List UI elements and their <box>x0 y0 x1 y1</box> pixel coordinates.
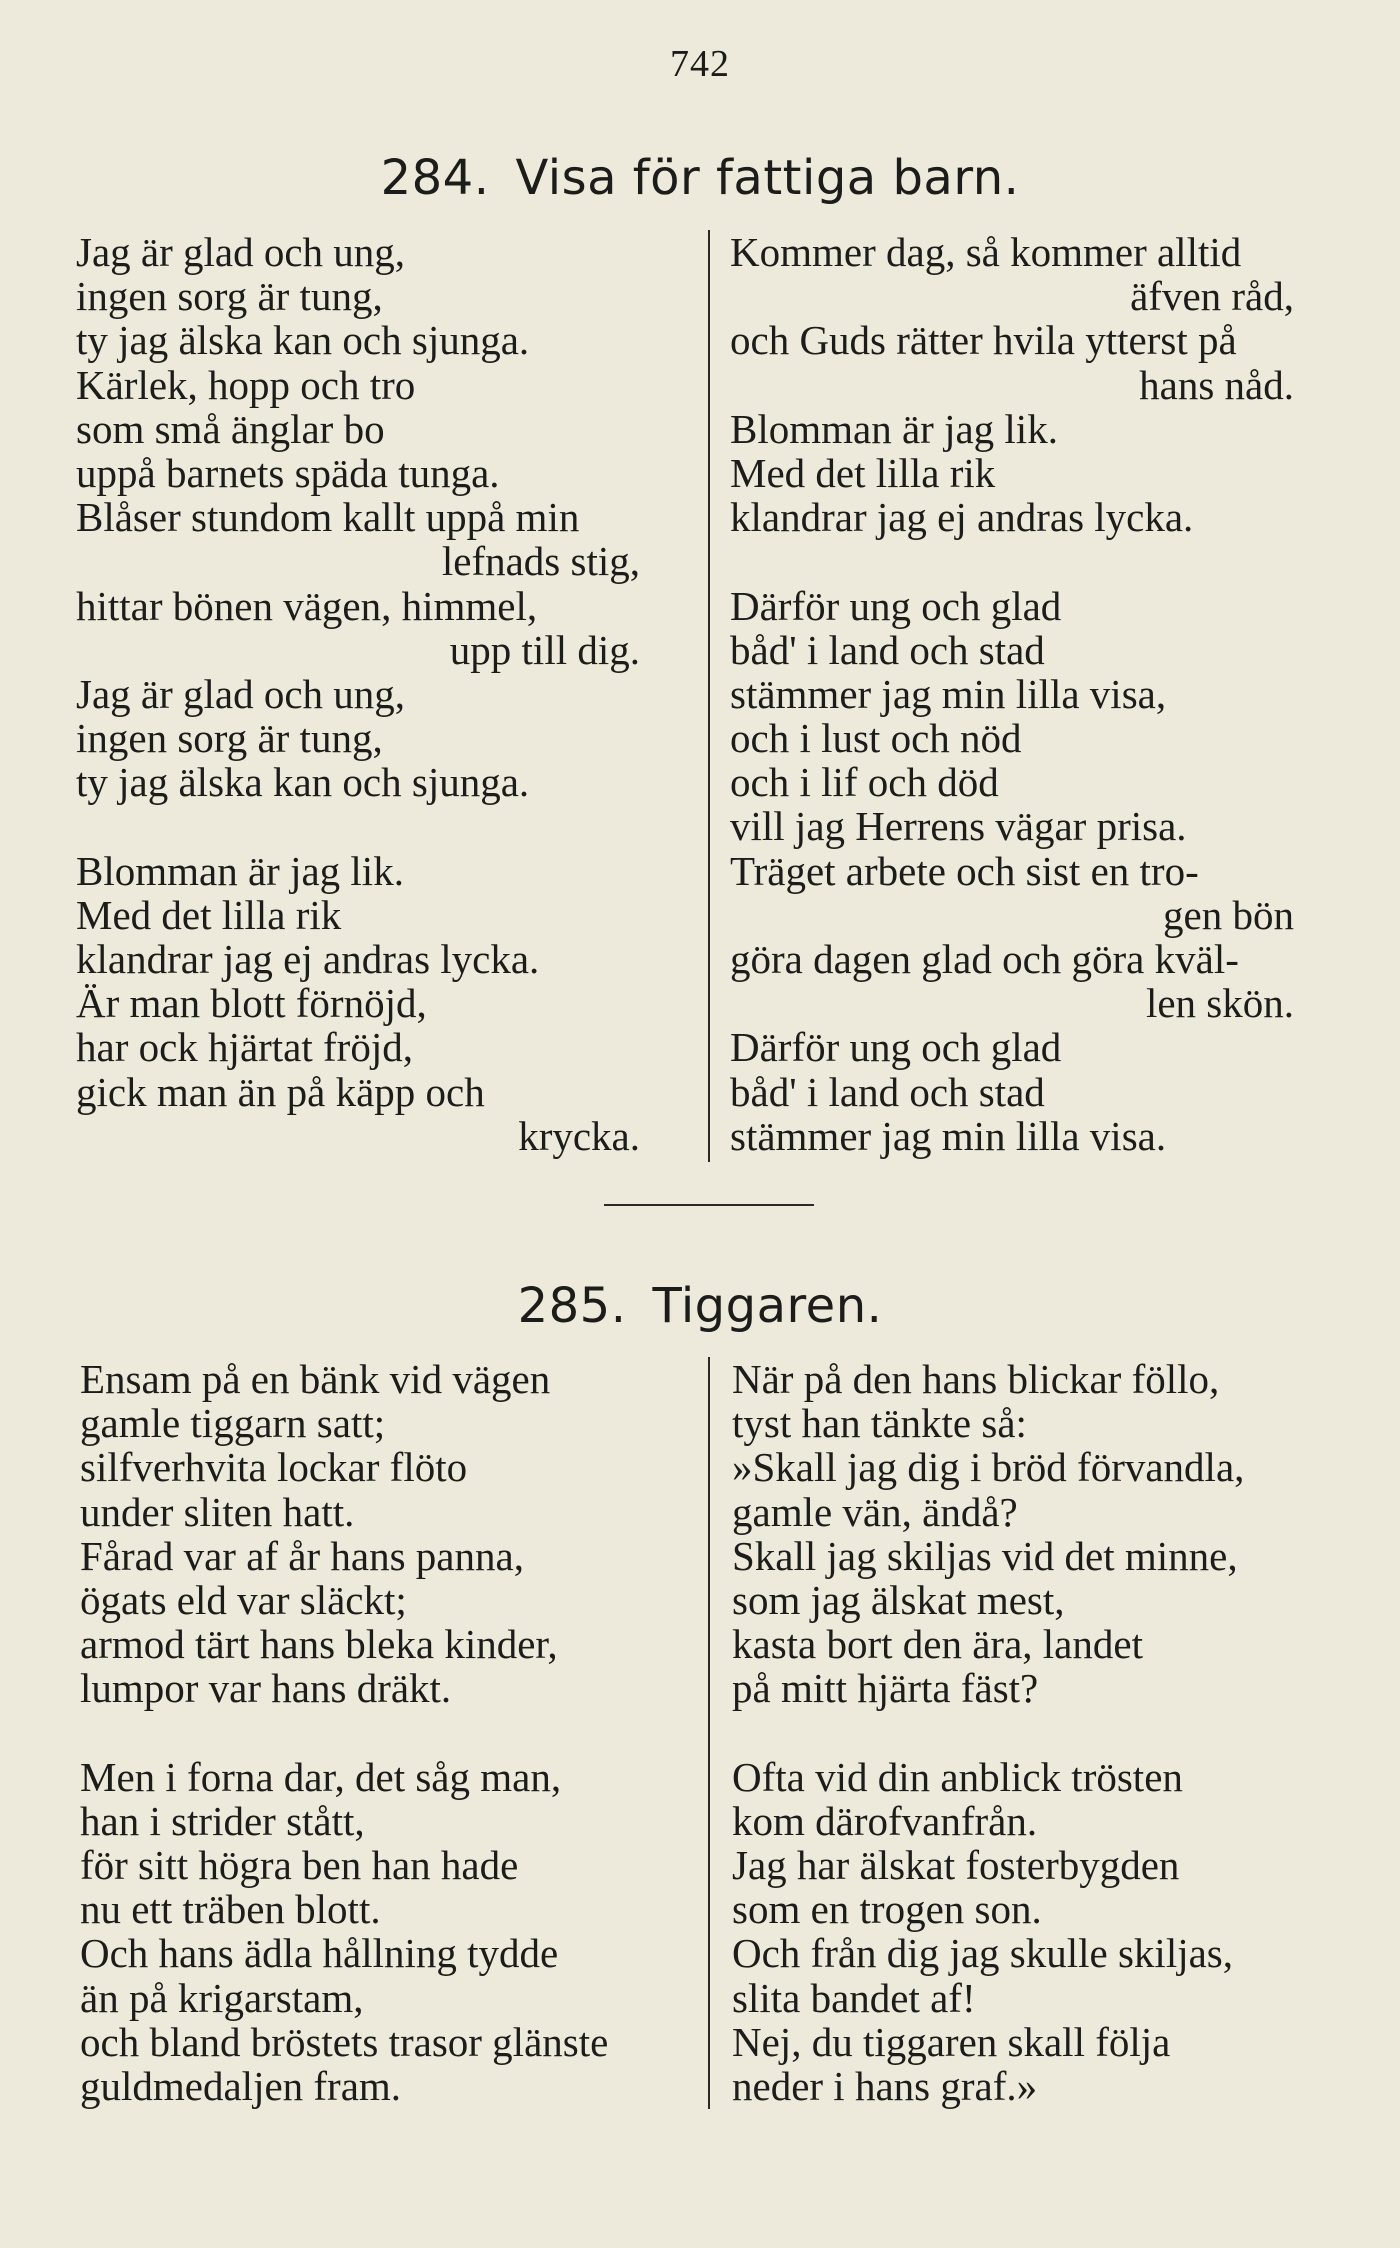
verse-line-continuation: äfven råd, <box>1130 273 1294 320</box>
verse-line: och bland bröstets trasor glänste <box>80 2018 609 2065</box>
song-title-285 <box>0 1278 1400 1334</box>
verse-line-continuation: hans nåd. <box>1139 361 1294 408</box>
song-title-284 <box>0 150 1400 206</box>
column-divider <box>708 230 710 1162</box>
verse-line: kom därofvanfrån. <box>732 1797 1038 1844</box>
verse-line: Ensam på en bänk vid vägen <box>80 1356 551 1402</box>
verse-line: armod tärt hans bleka kinder, <box>80 1621 558 1668</box>
verse-line: kasta bort den ära, landet <box>732 1621 1143 1668</box>
verse-line: När på den hans blickar föllo, <box>732 1356 1220 1402</box>
stanza-break <box>80 1711 696 1755</box>
verse-line: båd' i land och stad <box>730 1068 1045 1115</box>
verse-line-continuation: len skön. <box>1145 980 1294 1027</box>
verse-line: Träget arbete och sist en tro- <box>730 847 1199 894</box>
verse-line: och i lif och död <box>730 759 999 806</box>
verse-line: Fårad var af år hans panna, <box>80 1532 524 1579</box>
verse-line: har ock hjärtat fröjd, <box>76 1024 413 1071</box>
verse-line: Nej, du tiggaren skall följa <box>732 2018 1171 2065</box>
verse-line: slita bandet af! <box>732 1974 976 2021</box>
verse-line: för sitt högra ben han hade <box>80 1842 519 1889</box>
verse-line-continuation: gen bön <box>1163 891 1294 938</box>
verse-line: klandrar jag ej andras lycka. <box>730 494 1194 541</box>
song-285-left-column <box>80 1357 696 2108</box>
verse-line: Med det lilla rik <box>76 891 342 938</box>
verse-line: han i strider stått, <box>80 1797 365 1844</box>
verse-line: Därför ung och glad <box>730 582 1062 629</box>
song-number: 284. <box>380 150 490 206</box>
verse-line-continuation: upp till dig. <box>449 626 640 673</box>
song-285-right-column <box>732 1357 1348 2108</box>
verse-line: gamle tiggarn satt; <box>80 1400 386 1447</box>
verse-line: Jag är glad och ung, <box>76 670 406 717</box>
verse-line: ingen sorg är tung, <box>76 273 383 320</box>
verse-line: som små änglar bo <box>76 405 385 452</box>
verse-line: Jag är glad och ung, <box>76 229 406 275</box>
verse-line: Blomman är jag lik. <box>730 405 1058 452</box>
verse-line: gick man än på käpp och <box>76 1068 485 1115</box>
verse-line: under sliten hatt. <box>80 1488 355 1535</box>
verse-line: nu ett träben blott. <box>80 1886 381 1933</box>
verse-line: hittar bönen vägen, himmel, <box>76 582 538 629</box>
verse-line: Kommer dag, så kommer alltid <box>730 229 1242 275</box>
verse-line: Ofta vid din anblick trösten <box>732 1753 1183 1800</box>
song-number: 285. <box>517 1278 627 1334</box>
stanza-break <box>730 539 1346 583</box>
verse-line: ty jag älska kan och sjunga. <box>76 317 530 364</box>
verse-line: vill jag Herrens vägar prisa. <box>730 803 1187 850</box>
song-title-text: Tiggaren. <box>652 1278 883 1334</box>
verse-line: Blåser stundom kallt uppå min <box>76 494 580 541</box>
verse-line: stämmer jag min lilla visa. <box>730 1112 1167 1159</box>
verse-line: tyst han tänkte så: <box>732 1400 1027 1447</box>
verse-line: Men i forna dar, det såg man, <box>80 1753 562 1800</box>
page-number: 742 <box>670 43 730 85</box>
verse-line: klandrar jag ej andras lycka. <box>76 936 540 982</box>
verse-line: ingen sorg är tung, <box>76 715 383 762</box>
verse-line: Blomman är jag lik. <box>76 847 404 894</box>
verse-line: än på krigarstam, <box>80 1974 364 2021</box>
column-divider <box>708 1357 710 2109</box>
verse-line: lumpor var hans dräkt. <box>80 1665 452 1712</box>
verse-line: ögats eld var släckt; <box>80 1576 407 1623</box>
verse-line: Jag har älskat fosterbygden <box>732 1842 1180 1889</box>
song-284-left-column <box>76 230 692 1158</box>
verse-line: och Guds rätter hvila ytterst på <box>730 317 1237 364</box>
verse-line: Med det lilla rik <box>730 449 996 496</box>
song-title-text: Visa för fattiga barn. <box>515 150 1020 206</box>
verse-line: guldmedaljen fram. <box>80 2063 402 2109</box>
verse-line: Därför ung och glad <box>730 1024 1062 1071</box>
verse-line: som jag älskat mest, <box>732 1576 1065 1623</box>
verse-line: som en trogen son. <box>732 1886 1042 1933</box>
stanza-break <box>76 804 692 848</box>
verse-line: stämmer jag min lilla visa, <box>730 670 1167 717</box>
verse-line: Och hans ädla hållning tydde <box>80 1930 559 1977</box>
verse-line: ty jag älska kan och sjunga. <box>76 759 530 806</box>
verse-line: Är man blott förnöjd, <box>76 980 427 1027</box>
verse-line: Och från dig jag skulle skiljas, <box>732 1930 1234 1977</box>
song-284-right-column <box>730 230 1346 1158</box>
stanza-break <box>732 1711 1348 1755</box>
verse-line: neder i hans graf.» <box>732 2063 1038 2109</box>
verse-line: »Skall jag dig i bröd förvandla, <box>732 1444 1245 1491</box>
verse-line: Skall jag skiljas vid det minne, <box>732 1532 1238 1579</box>
section-separator <box>604 1204 814 1206</box>
verse-line: göra dagen glad och göra kväl- <box>730 936 1239 982</box>
verse-line: båd' i land och stad <box>730 626 1045 673</box>
verse-line-continuation: krycka. <box>518 1112 640 1159</box>
verse-line: Kärlek, hopp och tro <box>76 361 416 408</box>
verse-line: och i lust och nöd <box>730 715 1022 762</box>
verse-line: uppå barnets späda tunga. <box>76 449 500 496</box>
verse-line: gamle vän, ändå? <box>732 1488 1018 1535</box>
verse-line: silfverhvita lockar flöto <box>80 1444 468 1491</box>
verse-line-continuation: lefnads stig, <box>441 538 640 585</box>
verse-line: på mitt hjärta fäst? <box>732 1665 1039 1712</box>
